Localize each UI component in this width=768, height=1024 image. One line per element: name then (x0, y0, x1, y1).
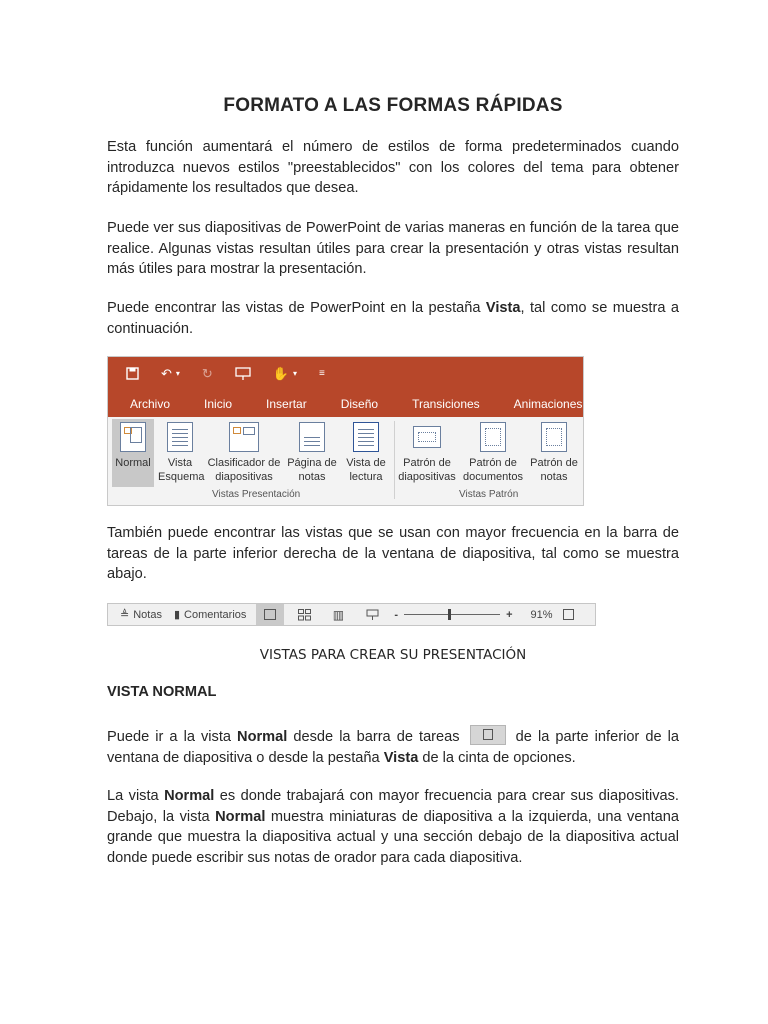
slide-sorter-icon (229, 422, 259, 452)
notes-master-button[interactable]: Patrón de notas (527, 419, 581, 487)
ribbon-body (108, 417, 583, 506)
slide-sorter-icon (298, 609, 311, 621)
outline-view-button[interactable]: Vista Esquema (158, 419, 202, 487)
paragraph-3: Puede encontrar las vistas de PowerPoint en la pestaña Vista, tal como se muestra a continuación. (107, 300, 679, 337)
slide-master-icon (413, 426, 441, 448)
comment-icon: ▮ (173, 609, 181, 621)
tab-diseno[interactable]: Diseño (340, 396, 379, 411)
tab-transiciones[interactable]: Transiciones (412, 396, 480, 411)
section-caption: VISTAS PARA CREAR SU PRESENTACIÓN (259, 647, 527, 663)
paragraph-5: Puede ir a la vista Normal desde la barra de tareas de la parte inferior de la ventana de diapositiva o desde la pestaña Vista de la cinta de opciones. (107, 725, 679, 768)
slide-sorter-status-button[interactable] (290, 604, 318, 625)
normal-view-icon (264, 609, 276, 620)
ribbon-tabs (108, 390, 583, 417)
handout-master-icon (480, 422, 506, 452)
reading-view-status-button[interactable] (324, 604, 352, 625)
normal-view-icon (120, 422, 146, 452)
redo-icon[interactable]: ↻ (201, 365, 213, 381)
tab-insertar[interactable]: Insertar (266, 396, 307, 411)
ribbon-screenshot (107, 356, 584, 506)
group-separator (394, 421, 395, 499)
slide-master-button[interactable]: Patrón de diapositivas (396, 419, 458, 487)
presentation-icon[interactable] (235, 367, 251, 381)
paragraph-4: También puede encontrar las vistas que se usan con mayor frecuencia en la barra de tareas de la parte inferior derecha de la ventana de diapositiva, tal como se muestra abajo. (107, 525, 679, 582)
notes-page-button[interactable]: Página de notas (285, 419, 339, 487)
slideshow-icon (366, 609, 379, 621)
customize-toolbar-icon[interactable]: ≡ (319, 368, 325, 379)
reading-view-icon (353, 422, 379, 452)
zoom-slider[interactable] (404, 614, 500, 615)
notes-button[interactable]: ≜ Notas (120, 608, 162, 621)
notes-master-icon (541, 422, 567, 452)
status-bar-screenshot (107, 603, 596, 626)
paragraph-6: La vista Normal es donde trabajará con mayor frecuencia para crear sus diapositivas. Debajo, la vista Normal muestra miniaturas de diapositiva a la izquierda, una ventana grande que muestra la diapositiva actual y una sección debajo de la diapositiva actual donde puede escribir sus notas de orador para cada diapositiva. (107, 788, 679, 866)
handout-master-button[interactable]: Patrón de documentos (461, 419, 525, 487)
zoom-in-button[interactable]: + (506, 608, 513, 621)
comments-button[interactable]: ▮ Comentarios (173, 608, 247, 621)
touch-mode-icon[interactable]: ✋ ▾ (272, 365, 298, 381)
outline-view-icon (167, 422, 193, 452)
normal-view-button[interactable]: Normal (112, 419, 154, 487)
normal-view-icon (470, 725, 506, 745)
group-label-master-views: Vistas Patrón (459, 489, 519, 500)
reading-view-button[interactable]: Vista de lectura (342, 419, 390, 487)
zoom-out-button[interactable]: - (394, 608, 399, 621)
fit-to-window-icon[interactable] (563, 609, 574, 620)
zoom-slider-thumb[interactable] (448, 609, 451, 620)
undo-icon[interactable]: ↶ ▾ (161, 365, 180, 381)
quick-access-toolbar (108, 357, 583, 390)
notes-icon: ≜ (120, 609, 130, 621)
section-heading: VISTA NORMAL (107, 684, 217, 700)
save-icon[interactable] (126, 367, 139, 380)
book-icon: ▥ (332, 607, 345, 622)
slide-sorter-button[interactable]: Clasificador de diapositivas (204, 419, 284, 487)
paragraph-1: Esta función aumentará el número de estilos de forma predeterminados cuando introduzca nuevos estilos "preestablecidos" con los colores del tema para obtener rápidamente los resultados que desea. (107, 139, 679, 196)
document-title: FORMATO A LAS FORMAS RÁPIDAS (223, 95, 563, 116)
tab-animaciones[interactable]: Animaciones (513, 396, 583, 411)
group-label-presentation-views: Vistas Presentación (212, 489, 301, 500)
tab-inicio[interactable]: Inicio (204, 396, 233, 411)
slideshow-status-button[interactable] (358, 604, 386, 625)
tab-archivo[interactable]: Archivo (130, 396, 171, 411)
zoom-level[interactable]: 91% (530, 608, 553, 621)
notes-page-icon (299, 422, 325, 452)
normal-view-status-button[interactable] (256, 604, 284, 625)
paragraph-2: Puede ver sus diapositivas de PowerPoint de varias maneras en función de la tarea que realice. Algunas vistas resultan útiles para crear la presentación y otras vistas resultan más útiles para mostrar la presentación. (107, 220, 679, 277)
